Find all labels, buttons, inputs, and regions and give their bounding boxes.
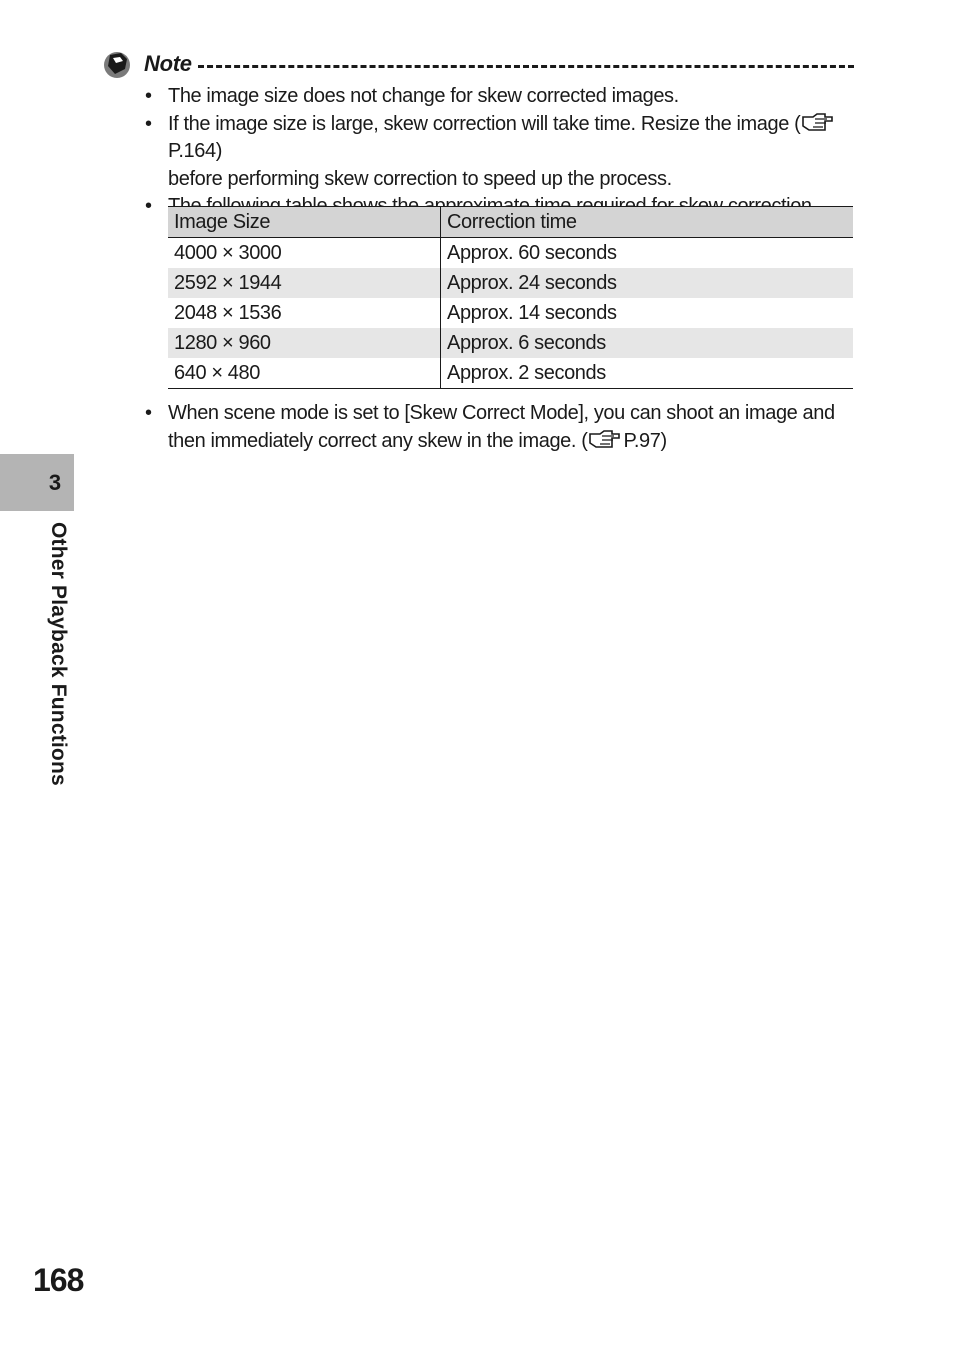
correction-time-cell: Approx. 2 seconds [441,358,854,389]
table-row [168,298,853,328]
page-reference-link[interactable]: P.164) [168,140,222,162]
bullet-text-continued: before performing skew correction to speed up the process. [168,167,672,190]
list-item [145,111,857,194]
correction-time-cell: Approx. 14 seconds [447,302,617,324]
chapter-number: 3 [48,469,62,495]
page-number: 168 [33,1262,84,1298]
column-header-correction-time: Correction time [441,207,854,238]
note-icon [102,49,132,79]
bullet-text: If the image size is large, skew correction will take time. Resize the image ( [168,112,801,135]
table-row [168,238,853,269]
table-row [168,358,853,389]
bullet-marker: • [145,195,152,217]
image-size-cell: 640 × 480 [168,358,441,389]
list-item [145,400,857,455]
table-row [168,328,853,358]
note-divider [198,65,854,68]
bullet-marker: • [145,112,152,135]
correction-time-table [168,206,853,389]
image-size-cell: 1280 × 960 [168,328,441,358]
pointing-hand-icon [801,113,835,133]
chapter-tab [0,454,74,511]
note-title: Note [144,51,192,76]
pointing-hand-icon [588,430,622,450]
correction-time-cell: Approx. 60 seconds [447,242,617,264]
note-bullet-list [145,83,857,221]
image-size-cell: 2592 × 1944 [168,268,441,298]
image-size-cell: 4000 × 3000 [168,238,441,269]
table-row [168,268,853,298]
table-header-row [168,207,853,238]
chapter-title: Other Playback Functions [47,522,70,786]
note-header [102,48,854,80]
bullet-text: When scene mode is set to [Skew Correct Mode], you can shoot an image and then immediately correct any skew in the image. ( [168,402,835,452]
bullet-text: The image size does not change for skew corrected images. [168,85,679,107]
bullet-marker: • [145,85,152,107]
page-reference-link[interactable]: P.97) [623,429,667,452]
image-size-cell: 2048 × 1536 [168,298,441,328]
second-bullet-list [145,400,857,455]
bullet-marker: • [145,402,152,424]
correction-time-cell: Approx. 6 seconds [441,328,854,358]
correction-time-cell: Approx. 24 seconds [441,268,854,298]
column-header-image-size: Image Size [168,207,441,238]
list-item [145,83,857,111]
